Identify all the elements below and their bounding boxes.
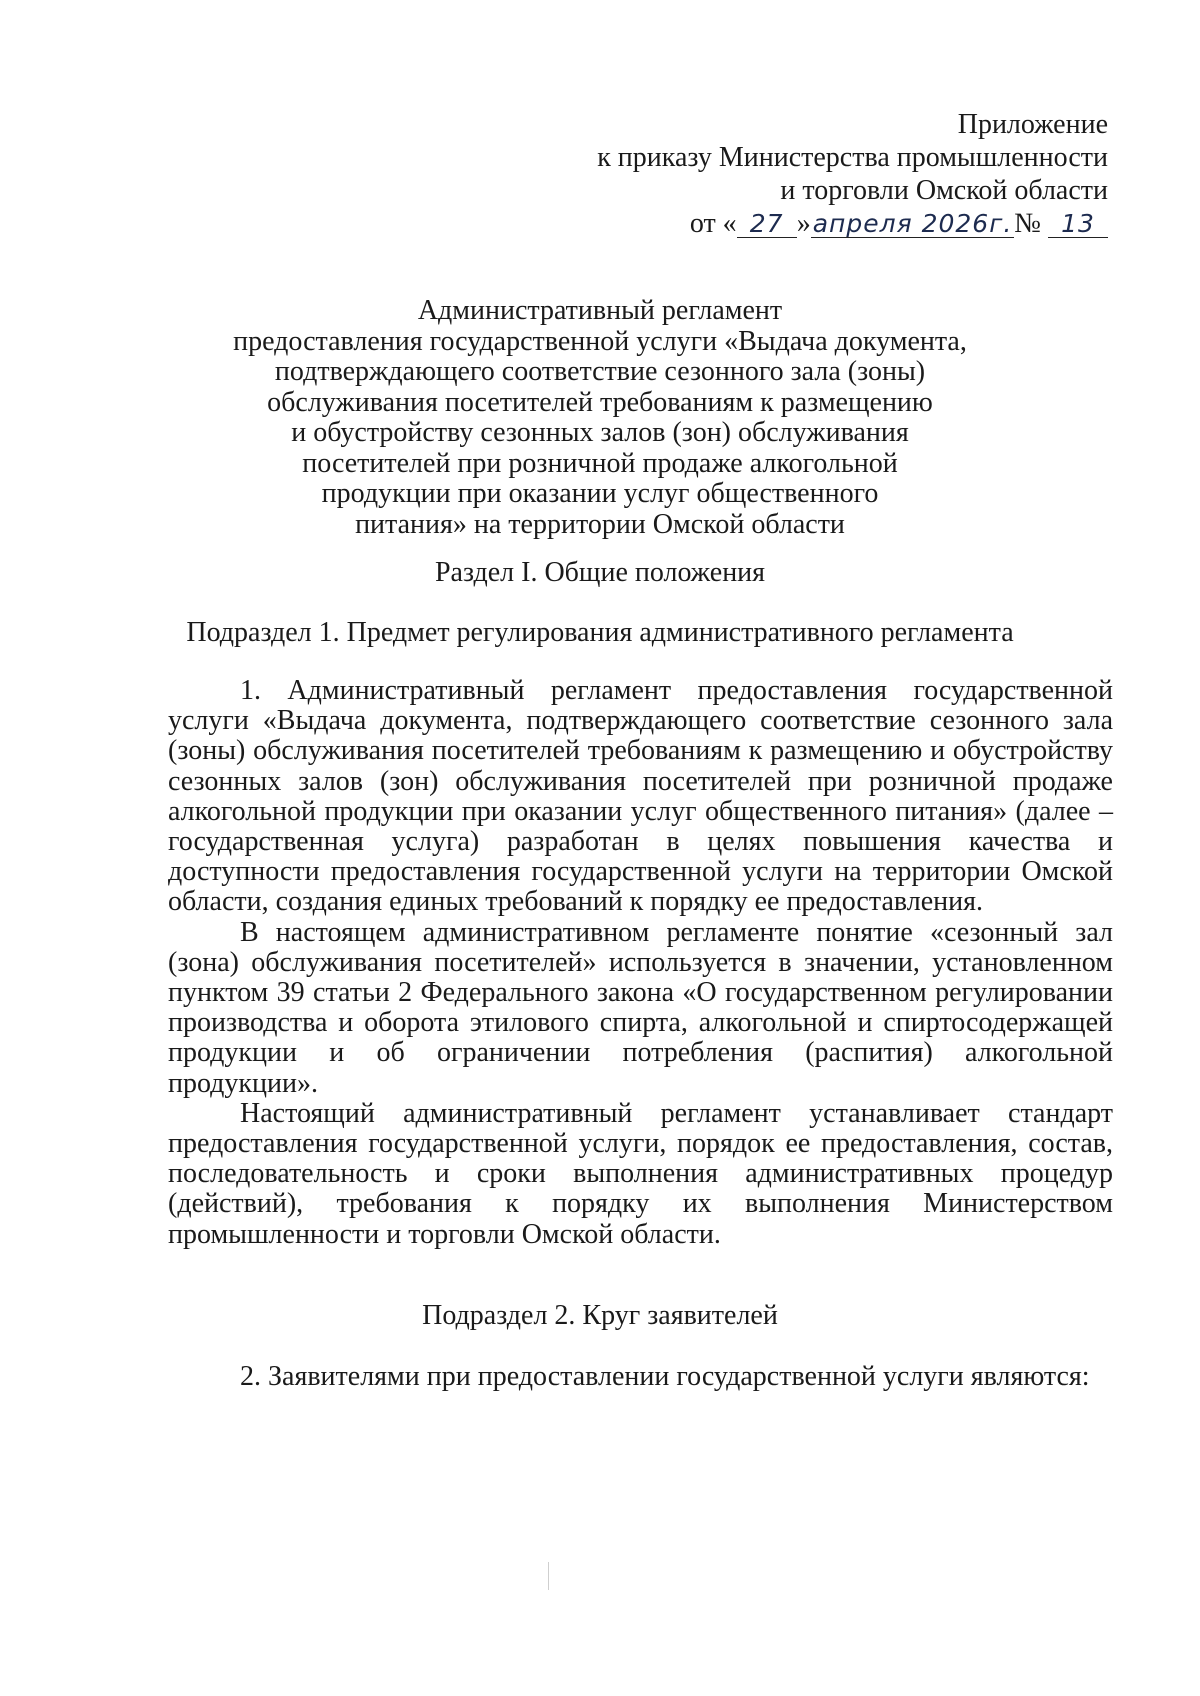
appendix-ministry-line: и торговли Омской области: [780, 175, 1108, 206]
title-line: и обустройству сезонных залов (зон) обслуживания: [291, 417, 909, 448]
body-text: [168, 1362, 1113, 1392]
title-line: обслуживания посетителей требованиям к размещению: [267, 386, 933, 418]
title-line: питания» на территории Омской области: [355, 508, 845, 540]
title-line: подтверждающего соответствие сезонного зала (зоны): [274, 356, 926, 387]
paragraph: 1. Административный регламент предоставления государственной услуги «Выдача документа, подтверждающего соответствие сезонного зала (зоны) обслуживания посетителей требованиям к размещению и обустройству сезонных залов (зон) обслуживания посетителей при розничной продаже алкогольной продукции при оказании услуг общественного питания» (далее – государственная услуга) разработан в целях повышения качества и доступности предоставления государственной услуги на территории Омской области, создания единых требований к порядку ее предоставления.: [168, 675, 1113, 918]
document-title: [0, 296, 1200, 540]
paragraph: В настоящем административном регламенте понятие «сезонный зал (зона) обслуживания посетителей» используется в значении, установленном пунктом 39 статьи 2 Федерального закона «О государственном регулировании производства и оборота этилового спирта, алкогольной и спиртосодержащей продукции и об ограничении потребления (распития) алкогольной продукции».: [168, 916, 1113, 1099]
subsection-heading: Подраздел 1. Предмет регулирования административного регламента: [186, 617, 1014, 648]
appendix-order-line: к приказу Министерства промышленности: [597, 142, 1108, 173]
appendix-date-line: [597, 207, 1108, 240]
title-line: Административный регламент: [417, 295, 783, 326]
paragraph: Настоящий административный регламент устанавливает стандарт предоставления государственной услуги, порядок ее предоставления, состав, последовательность и сроки выполнения административных процедур (действий), требования к порядку их выполнения Министерством промышленности и торговли Омской области.: [168, 1097, 1113, 1250]
title-line: посетителей при розничной продаже алкогольной: [302, 447, 898, 479]
date-prefix: от «: [689, 208, 737, 239]
subsection-heading: Подраздел 2. Круг заявителей: [422, 1300, 778, 1331]
scan-artifact: [548, 1562, 549, 1590]
number-label: №: [1014, 208, 1041, 239]
title-line: продукции при оказании услуг общественного: [321, 478, 879, 509]
appendix-title: Приложение: [957, 109, 1108, 140]
date-mid: »: [796, 208, 811, 239]
appendix-block: [597, 108, 1108, 240]
paragraph: 2. Заявителями при предоставлении государственной услуги являются:: [240, 1361, 1090, 1392]
title-line: предоставления государственной услуги «Выдача документа,: [233, 325, 967, 357]
handwritten-number: 13: [1048, 211, 1108, 238]
handwritten-month-year: апреля 2026г.: [812, 209, 1013, 238]
body-text: [168, 676, 1113, 1250]
handwritten-day: 27: [737, 211, 797, 238]
section-heading: Раздел I. Общие положения: [434, 557, 766, 588]
